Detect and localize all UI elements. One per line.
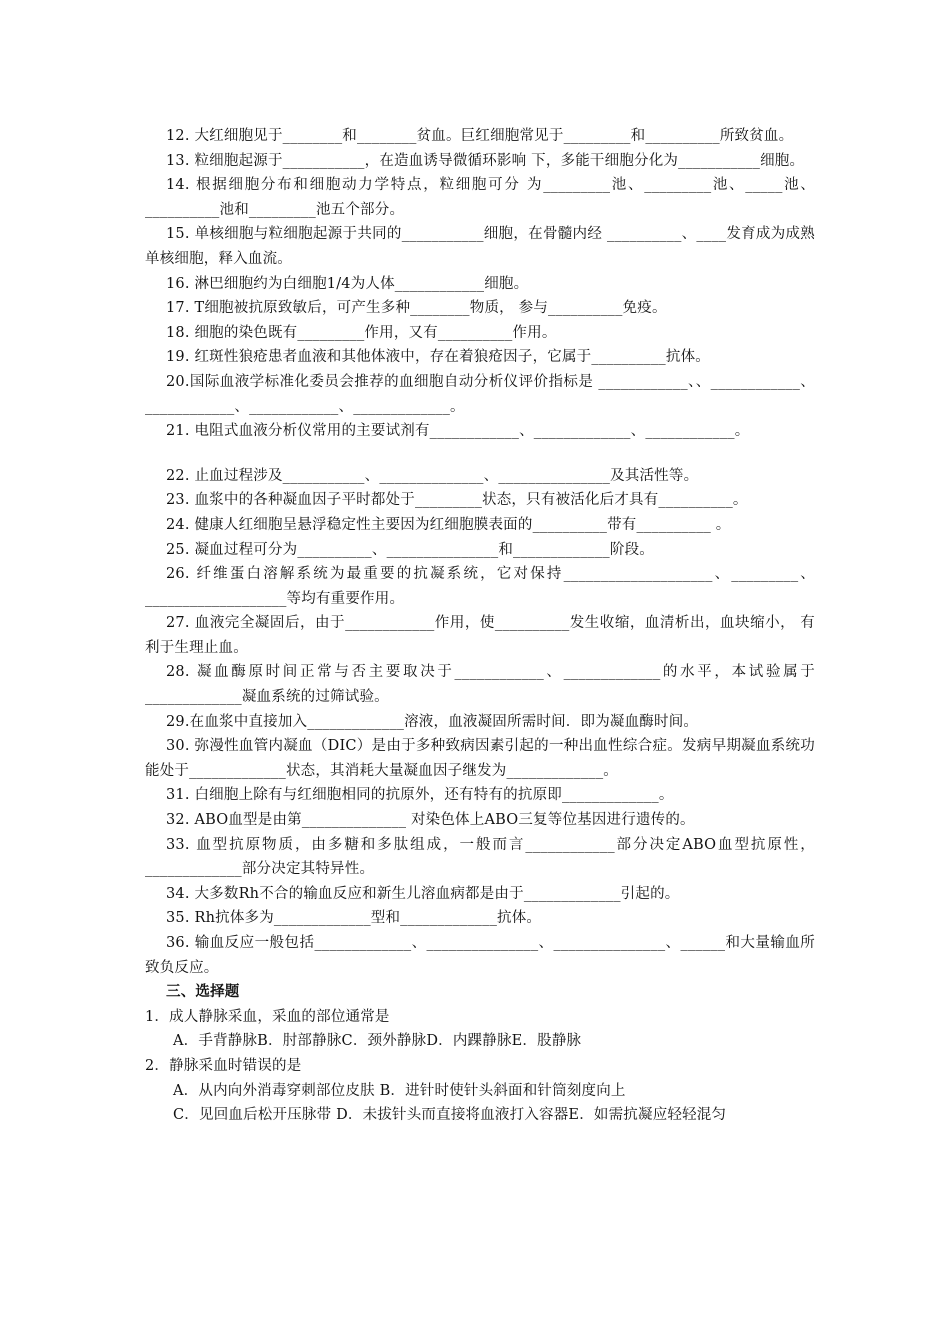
choice-question-1-options: A．手背静脉B．肘部静脉C．颈外静脉D．内踝静脉E．股静脉: [173, 1033, 582, 1050]
question-18: 18. 细胞的染色既有_________作用，又有__________作用。: [166, 324, 557, 341]
question-30: 30. 弥漫性血管内凝血（DIC）是由于多种致病因素引起的一种出血性综合症。发病早期凝血系统功能处于_____________状态，其消耗大量凝血因子继发为_____________。: [145, 738, 815, 779]
page-content: [145, 124, 815, 1128]
choice-question-1-stem: 1．成人静脉采血，采血的部位通常是: [145, 1008, 390, 1025]
question-35: 35. Rh抗体多为_____________型和_____________抗体。: [166, 910, 542, 927]
question-14: 14. 根据细胞分布和细胞动力学特点，粒细胞可分 为_________池、_________池、_____池、__________池和_________池五个部分。: [145, 177, 815, 218]
question-26: 26. 纤维蛋白溶解系统为最重要的抗凝系统，它对保持____________________、_________、___________________等均有重要作用。: [145, 566, 815, 607]
question-25: 25. 凝血过程可分为__________、_______________和_____________阶段。: [166, 541, 654, 558]
question-28: 28. 凝血酶原时间正常与否主要取决于____________、_____________的水平，本试验属于_____________凝血系统的过筛试验。: [145, 664, 815, 706]
question-16: 16. 淋巴细胞约为白细胞1/4为人体____________细胞。: [166, 275, 529, 292]
question-17: 17. T细胞被抗原致敏后，可产生多种________物质， 参与__________免疫。: [166, 300, 667, 317]
section-title: 三、选择题: [166, 983, 240, 1001]
question-33: 33. 血型抗原物质，由多糖和多肽组成，一般而言____________部分决定ABO血型抗原性， _____________部分决定其特异性。: [145, 836, 815, 878]
question-21: 21. 电阻式血液分析仪常用的主要试剂有____________、_____________、____________。: [166, 423, 750, 440]
question-15: 15. 单核细胞与粒细胞起源于共同的___________细胞，在骨髓内经 __________、____发育成为成熟单核细胞，释入血流。: [145, 226, 815, 267]
question-24: 24. 健康人红细胞呈悬浮稳定性主要因为红细胞膜表面的__________带有__________ 。: [166, 516, 731, 533]
question-32: 32. ABO血型是由第______________ 对染色体上ABO三复等位基因进行遗传的。: [166, 812, 695, 829]
question-31: 31. 白细胞上除有与红细胞相同的抗原外，还有特有的抗原即_____________。: [166, 787, 674, 804]
choice-question-2-options-line-1: A．从内向外消毒穿刺部位皮肤 B．进针时使针头斜面和针筒刻度向上: [173, 1082, 626, 1099]
question-36: 36. 输血反应一般包括_____________、_______________、_______________、______和大量输血所致负反应。: [145, 935, 815, 976]
question-23: 23. 血浆中的各种凝血因子平时都处于_________状态，只有被活化后才具有__________。: [166, 492, 748, 509]
question-19: 19. 红斑性狼疮患者血液和其他体液中，存在着狼疮因子，它属于__________抗体。: [166, 349, 710, 366]
question-13: 13. 粒细胞起源于___________，在造血诱导微循环影响 下，多能干细胞分化为___________细胞。: [166, 152, 805, 169]
question-27: 27. 血液完全凝固后，由于____________作用，使__________发生收缩，血清析出，血块缩小， 有利于生理止血。: [145, 615, 815, 656]
choice-question-2-options-line-2: C．见回血后松开压脉带 D．未拔针头而直接将血液打入容器E．如需抗凝应轻轻混匀: [173, 1107, 727, 1124]
spacer: [145, 444, 815, 464]
question-34: 34. 大多数Rh不合的输血反应和新生儿溶血病都是由于_____________引起的。: [166, 885, 680, 902]
question-22: 22. 止血过程涉及___________、______________、_______________及其活性等。: [166, 467, 699, 484]
choice-question-2-stem: 2．静脉采血时错误的是: [145, 1057, 302, 1074]
question-12: 12. 大红细胞见于________和________贫血。巨红细胞常见于_________和__________所致贫血。: [166, 128, 794, 144]
question-20: 20.国际血液学标准化委员会推荐的血细胞自动分析仪评价指标是 ____________、、____________、____________、____________、_____________。: [145, 373, 815, 415]
question-29: 29.在血浆中直接加入_____________溶液，血液凝固所需时间．即为凝血酶时间。: [166, 713, 699, 730]
